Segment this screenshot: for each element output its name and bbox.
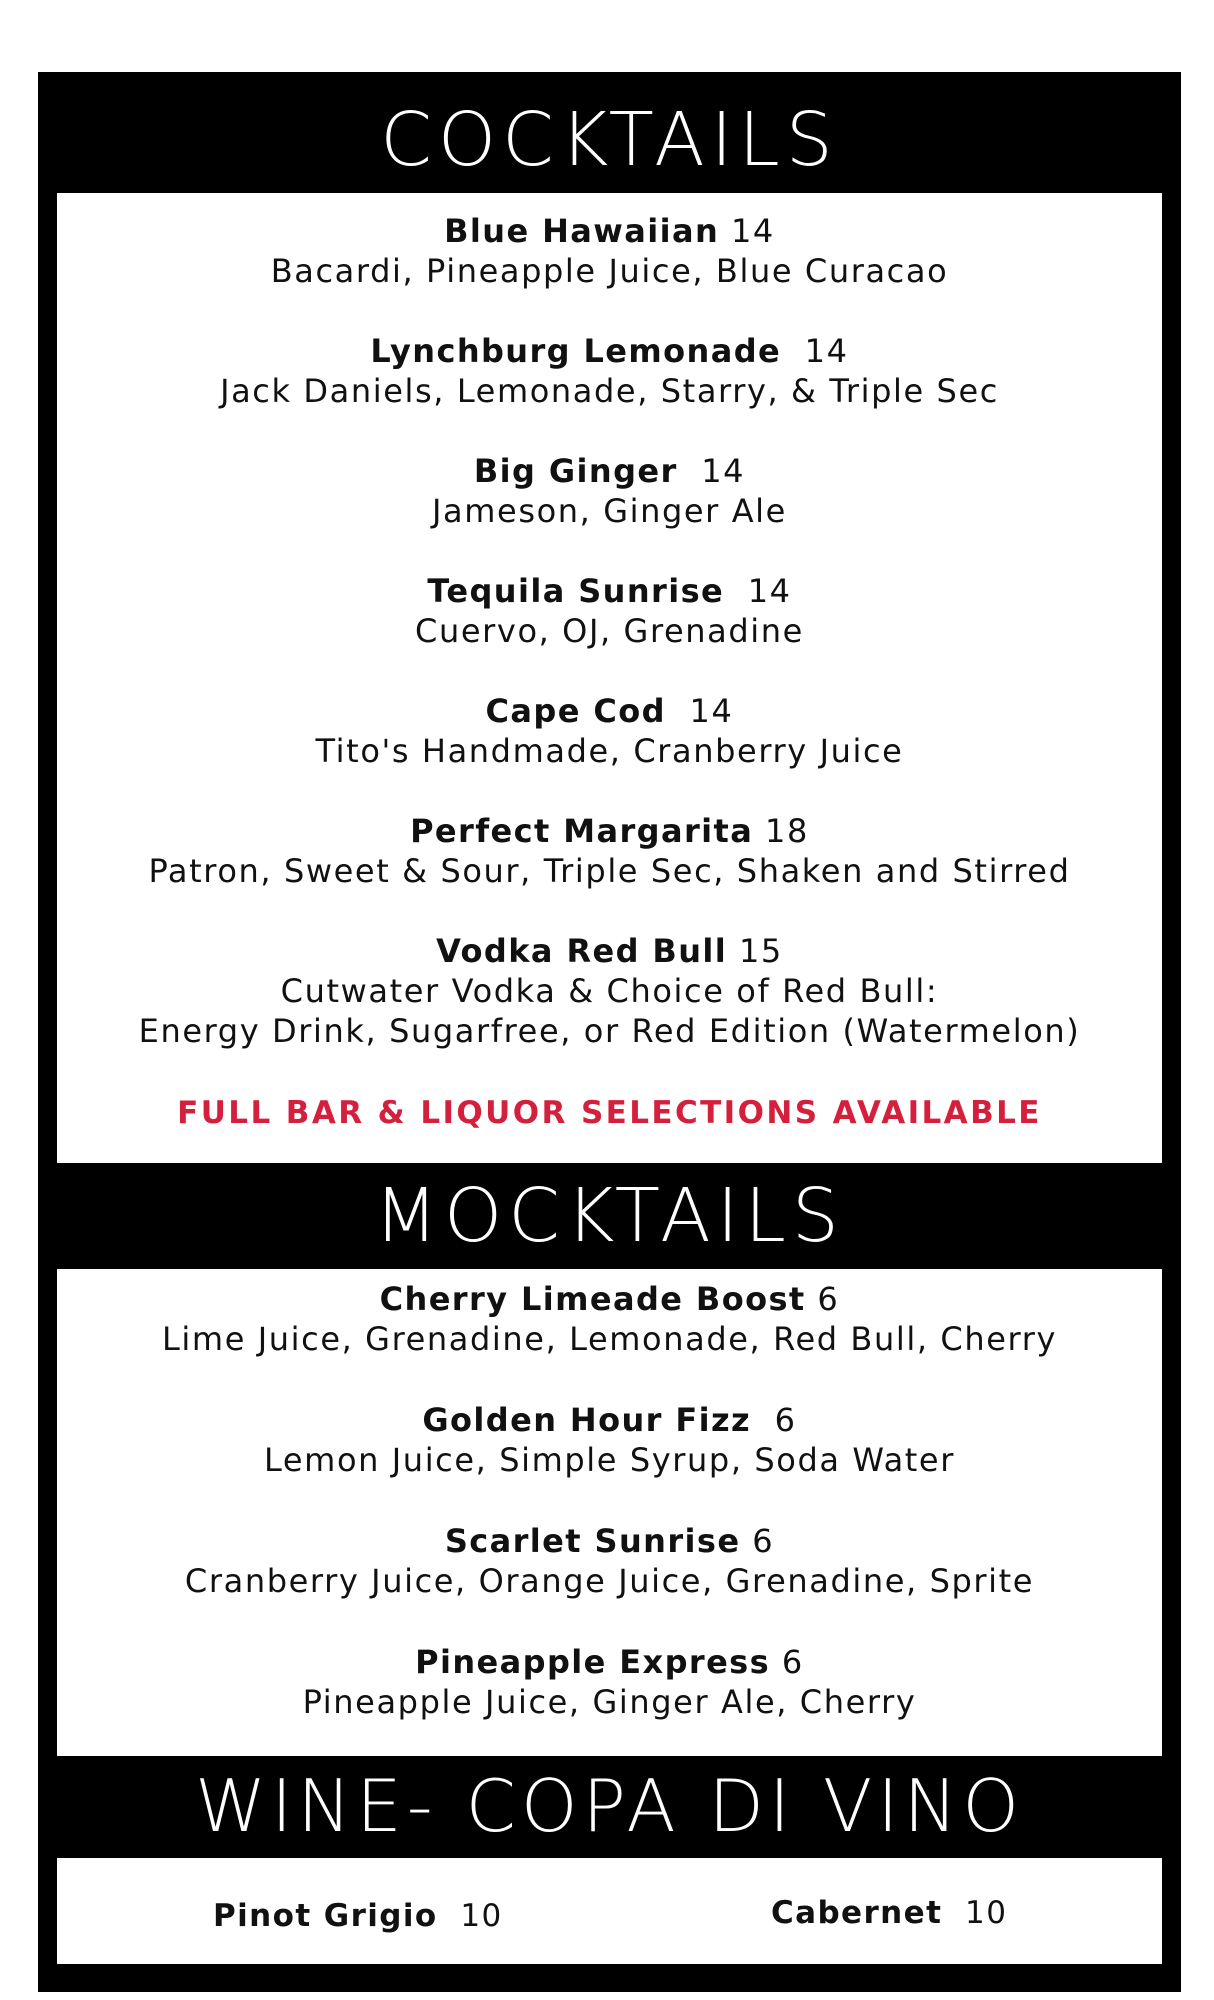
wine-panel <box>57 1858 1162 1964</box>
menu-item <box>415 571 804 651</box>
cocktails-panel <box>57 193 1162 1163</box>
menu-item <box>303 1642 917 1722</box>
item-price: 14 <box>730 212 775 250</box>
cocktails-list <box>57 193 1162 1133</box>
item-price: 6 <box>817 1280 840 1318</box>
cocktails-title: COCKTAILS <box>380 97 839 183</box>
menu-item <box>185 1521 1034 1601</box>
item-description: Lime Juice, Grenadine, Lemonade, Red Bull, Cherry <box>162 1320 1057 1358</box>
item-price: 14 <box>804 332 849 370</box>
full-bar-notice: FULL BAR & LIQUOR SELECTIONS AVAILABLE <box>177 1095 1042 1131</box>
wine-item <box>771 1893 1007 1933</box>
item-description: Jack Daniels, Lemonade, Starry, & Triple Sec <box>220 372 999 410</box>
item-price: 10 <box>460 1898 503 1934</box>
wine-item <box>213 1896 503 1936</box>
menu-item <box>220 331 999 411</box>
item-price: 6 <box>774 1401 797 1439</box>
menu-item <box>264 1400 955 1480</box>
item-name: Golden Hour Fizz <box>422 1401 752 1439</box>
menu-item <box>432 451 787 531</box>
item-name: Cherry Limeade Boost <box>379 1280 806 1318</box>
item-name: Blue Hawaiian <box>444 212 720 250</box>
item-description: Lemon Juice, Simple Syrup, Soda Water <box>264 1441 955 1479</box>
item-price: 14 <box>701 452 746 490</box>
menu-frame <box>38 72 1181 1992</box>
item-price: 18 <box>764 812 809 850</box>
item-name: Big Ginger <box>473 452 678 490</box>
menu-item <box>316 691 904 771</box>
item-name: Lynchburg Lemonade <box>370 332 782 370</box>
item-description: Cutwater Vodka & Choice of Red Bull: Energy Drink, Sugarfree, or Red Edition (Watermelon) <box>138 972 1081 1050</box>
item-name: Tequila Sunrise <box>427 572 725 610</box>
menu-item <box>162 1279 1057 1359</box>
item-description: Cranberry Juice, Orange Juice, Grenadine, Sprite <box>184 1562 1035 1600</box>
item-name: Pinot Grigio <box>213 1898 438 1934</box>
wine-title: WINE- COPA DI VINO <box>194 1764 1025 1848</box>
item-description: Tito's Handmade, Cranberry Juice <box>315 732 904 770</box>
item-price: 6 <box>781 1643 804 1681</box>
item-price: 10 <box>965 1895 1008 1931</box>
menu-item <box>271 211 949 291</box>
mocktails-panel <box>57 1269 1162 1756</box>
item-name: Perfect Margarita <box>410 812 754 850</box>
item-price: 15 <box>738 932 783 970</box>
menu-item <box>139 931 1081 1051</box>
menu-item <box>148 811 1070 891</box>
item-name: Cabernet <box>771 1895 943 1931</box>
item-description: Pineapple Juice, Ginger Ale, Cherry <box>302 1683 917 1721</box>
item-description: Patron, Sweet & Sour, Triple Sec, Shaken and Stirred <box>148 852 1071 890</box>
item-name: Vodka Red Bull <box>436 932 728 970</box>
item-name: Cape Cod <box>485 692 666 730</box>
item-price: 6 <box>752 1522 775 1560</box>
mocktails-title: MOCKTAILS <box>374 1173 845 1259</box>
item-name: Pineapple Express <box>415 1643 771 1681</box>
item-price: 14 <box>747 572 792 610</box>
item-name: Scarlet Sunrise <box>444 1522 741 1560</box>
mocktails-list <box>57 1269 1162 1722</box>
item-price: 14 <box>689 692 734 730</box>
item-description: Cuervo, OJ, Grenadine <box>415 612 804 650</box>
item-description: Jameson, Ginger Ale <box>432 492 787 530</box>
item-description: Bacardi, Pineapple Juice, Blue Curacao <box>270 252 949 290</box>
